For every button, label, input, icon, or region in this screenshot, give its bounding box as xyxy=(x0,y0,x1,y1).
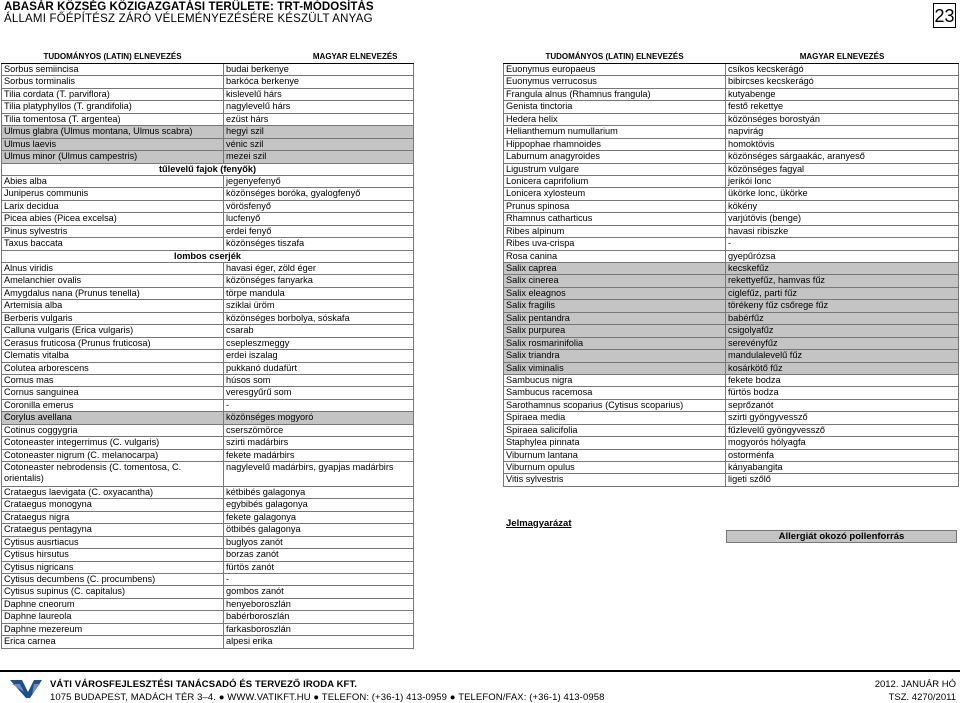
table-row xyxy=(2,138,414,150)
table-row xyxy=(2,586,414,598)
scientific-name-cell: Sorbus semiincisa xyxy=(2,64,224,76)
hungarian-name-cell: csepleszmeggy xyxy=(224,337,414,349)
hungarian-name-cell: pukkanó dudafürt xyxy=(224,362,414,374)
table-row xyxy=(504,188,959,200)
table-row xyxy=(2,536,414,548)
section-row xyxy=(2,250,414,262)
hungarian-name-cell: napvirág xyxy=(726,126,959,138)
hungarian-name-cell: közönséges tiszafa xyxy=(224,238,414,250)
scientific-name-cell: Staphylea pinnata xyxy=(504,437,726,449)
hungarian-name-cell: erdei iszalag xyxy=(224,350,414,362)
scientific-name-cell: Amelanchier ovalis xyxy=(2,275,224,287)
table-row xyxy=(2,225,414,237)
scientific-name-cell: Calluna vulgaris (Erica vulgaris) xyxy=(2,325,224,337)
table-row xyxy=(504,76,959,88)
scientific-name-cell: Picea abies (Picea excelsa) xyxy=(2,213,224,225)
hungarian-name-cell: homoktövis xyxy=(726,138,959,150)
hungarian-name-cell: serevényfűz xyxy=(726,337,959,349)
hungarian-name-cell: csarab xyxy=(224,325,414,337)
hungarian-name-cell: - xyxy=(224,573,414,585)
section-label: lombos cserjék xyxy=(2,250,414,262)
scientific-name-cell: Daphne mezereum xyxy=(2,623,224,635)
hungarian-name-cell: jerikói lonc xyxy=(726,175,959,187)
scientific-name-cell: Ribes alpinum xyxy=(504,225,726,237)
scientific-name-cell: Cotoneaster integerrimus (C. vulgaris) xyxy=(2,437,224,449)
hungarian-name-cell: fürtös bodza xyxy=(726,387,959,399)
table-row xyxy=(504,399,959,411)
scientific-name-cell: Cytisus decumbens (C. procumbens) xyxy=(2,573,224,585)
table-row xyxy=(2,350,414,362)
table-row xyxy=(504,175,959,187)
footer-reference: TSZ. 4270/2011 xyxy=(888,692,956,703)
table-row xyxy=(504,337,959,349)
table-row xyxy=(2,238,414,250)
table-row xyxy=(2,636,414,648)
table-row xyxy=(2,549,414,561)
table-row xyxy=(2,200,414,212)
column-header-hungarian: MAGYAR ELNEVEZÉS xyxy=(224,51,414,64)
hungarian-name-cell: közönséges mogyoró xyxy=(224,412,414,424)
hungarian-name-cell: közönséges sárgaakác, aranyeső xyxy=(726,151,959,163)
scientific-name-cell: Crataegus laevigata (C. oxyacantha) xyxy=(2,486,224,498)
section-row xyxy=(2,163,414,175)
hungarian-name-cell: - xyxy=(224,399,414,411)
legend-title: Jelmagyarázat xyxy=(506,518,572,529)
hungarian-name-cell: rekettyefűz, hamvas fűz xyxy=(726,275,959,287)
hungarian-name-cell: szirti madárbirs xyxy=(224,437,414,449)
hungarian-name-cell: ciglefűz, parti fűz xyxy=(726,287,959,299)
column-header-scientific: TUDOMÁNYOS (LATIN) ELNEVEZÉS xyxy=(2,51,224,64)
scientific-name-cell: Viburnum lantana xyxy=(504,449,726,461)
scientific-name-cell: Cytisus supinus (C. capitalus) xyxy=(2,586,224,598)
table-row xyxy=(504,325,959,337)
hungarian-name-cell: alpesi erika xyxy=(224,636,414,648)
hungarian-name-cell: bibircses kecskerágó xyxy=(726,76,959,88)
table-row xyxy=(504,374,959,386)
hungarian-name-cell: havasi ribiszke xyxy=(726,225,959,237)
table-row xyxy=(2,374,414,386)
table-row xyxy=(2,64,414,76)
hungarian-name-cell: egybibés galagonya xyxy=(224,499,414,511)
scientific-name-cell: Laburnum anagyroides xyxy=(504,151,726,163)
hungarian-name-cell: gombos zanót xyxy=(224,586,414,598)
scientific-name-cell: Larix decidua xyxy=(2,200,224,212)
scientific-name-cell: Salix rosmarinifolia xyxy=(504,337,726,349)
scientific-name-cell: Corylus avellana xyxy=(2,412,224,424)
table-row xyxy=(2,623,414,635)
scientific-name-cell: Euonymus verrucosus xyxy=(504,76,726,88)
scientific-name-cell: Pinus sylvestris xyxy=(2,225,224,237)
hungarian-name-cell: erdei fenyő xyxy=(224,225,414,237)
scientific-name-cell: Tilia platyphyllos (T. grandifolia) xyxy=(2,101,224,113)
scientific-name-cell: Salix purpurea xyxy=(504,325,726,337)
page-number: 23 xyxy=(933,3,956,28)
scientific-name-cell: Cotoneaster nebrodensis (C. tomentosa, C. orientalis) xyxy=(2,462,224,487)
scientific-name-cell: Cytisus hirsutus xyxy=(2,549,224,561)
hungarian-name-cell: törpe mandula xyxy=(224,287,414,299)
table-row xyxy=(2,362,414,374)
table-row xyxy=(2,300,414,312)
section-label: tűlevelű fajok (fenyők) xyxy=(2,163,414,175)
hungarian-name-cell: babérboroszlán xyxy=(224,611,414,623)
table-row xyxy=(2,101,414,113)
hungarian-name-cell: babérfűz xyxy=(726,312,959,324)
scientific-name-cell: Hedera helix xyxy=(504,113,726,125)
scientific-name-cell: Sambucus racemosa xyxy=(504,387,726,399)
table-row xyxy=(504,287,959,299)
scientific-name-cell: Salix cinerea xyxy=(504,275,726,287)
scientific-name-cell: Sambucus nigra xyxy=(504,374,726,386)
hungarian-name-cell: közönséges fanyarka xyxy=(224,275,414,287)
scientific-name-cell: Vitis sylvestris xyxy=(504,474,726,486)
hungarian-name-cell: festő rekettye xyxy=(726,101,959,113)
scientific-name-cell: Rhamnus catharticus xyxy=(504,213,726,225)
hungarian-name-cell: vörösfenyő xyxy=(224,200,414,212)
table-row xyxy=(504,437,959,449)
hungarian-name-cell: kecskefűz xyxy=(726,263,959,275)
table-row xyxy=(2,287,414,299)
hungarian-name-cell: budai berkenye xyxy=(224,64,414,76)
hungarian-name-cell: havasi éger, zöld éger xyxy=(224,263,414,275)
table-row xyxy=(504,225,959,237)
hungarian-name-cell: - xyxy=(726,238,959,250)
table-row xyxy=(2,337,414,349)
scientific-name-cell: Taxus baccata xyxy=(2,238,224,250)
table-row xyxy=(504,362,959,374)
footer-company: VÁTI VÁROSFEJLESZTÉSI TANÁCSADÓ ÉS TERVEZŐ IRODA KFT. xyxy=(50,679,358,690)
hungarian-name-cell: nagylevelű hárs xyxy=(224,101,414,113)
hungarian-name-cell: ezüst hárs xyxy=(224,113,414,125)
hungarian-name-cell: borzas zanót xyxy=(224,549,414,561)
table-row xyxy=(504,238,959,250)
table-row xyxy=(2,275,414,287)
hungarian-name-cell: szirti gyöngyvessző xyxy=(726,412,959,424)
scientific-name-cell: Lonicera xylosteum xyxy=(504,188,726,200)
table-row xyxy=(504,126,959,138)
table-row xyxy=(504,138,959,150)
table-row xyxy=(2,126,414,138)
column-header-hungarian: MAGYAR ELNEVEZÉS xyxy=(726,51,959,64)
table-row xyxy=(2,312,414,324)
table-row xyxy=(504,275,959,287)
plant-table-right xyxy=(503,51,959,487)
column-header-scientific: TUDOMÁNYOS (LATIN) ELNEVEZÉS xyxy=(504,51,726,64)
hungarian-name-cell: veresgyűrű som xyxy=(224,387,414,399)
table-row xyxy=(504,101,959,113)
scientific-name-cell: Juniperus communis xyxy=(2,188,224,200)
table-row xyxy=(2,524,414,536)
table-row xyxy=(504,462,959,474)
table-row xyxy=(504,64,959,76)
scientific-name-cell: Artemisia alba xyxy=(2,300,224,312)
hungarian-name-cell: ükörke lonc, ükörke xyxy=(726,188,959,200)
table-row xyxy=(2,499,414,511)
scientific-name-cell: Crataegus nigra xyxy=(2,511,224,523)
hungarian-name-cell: ligeti szőlő xyxy=(726,474,959,486)
scientific-name-cell: Daphne laureola xyxy=(2,611,224,623)
hungarian-name-cell: közönséges fagyal xyxy=(726,163,959,175)
table-row xyxy=(504,412,959,424)
table-row xyxy=(504,88,959,100)
hungarian-name-cell: gyepűrózsa xyxy=(726,250,959,262)
hungarian-name-cell: jegenyefenyő xyxy=(224,175,414,187)
scientific-name-cell: Salix eleagnos xyxy=(504,287,726,299)
table-row xyxy=(504,213,959,225)
scientific-name-cell: Hippophae rhamnoides xyxy=(504,138,726,150)
table-row xyxy=(504,424,959,436)
table-row xyxy=(2,213,414,225)
scientific-name-cell: Clematis vitalba xyxy=(2,350,224,362)
scientific-name-cell: Erica carnea xyxy=(2,636,224,648)
scientific-name-cell: Colutea arborescens xyxy=(2,362,224,374)
table-row xyxy=(504,474,959,486)
hungarian-name-cell: kosárkötő fűz xyxy=(726,362,959,374)
hungarian-name-cell: kutyabenge xyxy=(726,88,959,100)
scientific-name-cell: Alnus viridis xyxy=(2,263,224,275)
scientific-name-cell: Ulmus laevis xyxy=(2,138,224,150)
vati-logo-icon xyxy=(8,676,44,700)
scientific-name-cell: Cornus sanguinea xyxy=(2,387,224,399)
hungarian-name-cell: ötbibés galagonya xyxy=(224,524,414,536)
hungarian-name-cell: kétbibés galagonya xyxy=(224,486,414,498)
table-row xyxy=(2,462,414,487)
scientific-name-cell: Ulmus minor (Ulmus campestris) xyxy=(2,151,224,163)
table-row xyxy=(2,325,414,337)
hungarian-name-cell: mogyorós hólyagfa xyxy=(726,437,959,449)
hungarian-name-cell: farkasboroszlán xyxy=(224,623,414,635)
scientific-name-cell: Amygdalus nana (Prunus tenella) xyxy=(2,287,224,299)
scientific-name-cell: Abies alba xyxy=(2,175,224,187)
scientific-name-cell: Crataegus pentagyna xyxy=(2,524,224,536)
scientific-name-cell: Salix triandra xyxy=(504,350,726,362)
hungarian-name-cell: fekete madárbirs xyxy=(224,449,414,461)
table-row xyxy=(2,113,414,125)
hungarian-name-cell: kökény xyxy=(726,200,959,212)
hungarian-name-cell: vénic szil xyxy=(224,138,414,150)
scientific-name-cell: Frangula alnus (Rhamnus frangula) xyxy=(504,88,726,100)
table-row xyxy=(504,163,959,175)
table-row xyxy=(2,76,414,88)
hungarian-name-cell: mandulalevelű fűz xyxy=(726,350,959,362)
table-row xyxy=(2,437,414,449)
hungarian-name-cell: húsos som xyxy=(224,374,414,386)
scientific-name-cell: Prunus spinosa xyxy=(504,200,726,212)
hungarian-name-cell: buglyos zanót xyxy=(224,536,414,548)
table-row xyxy=(504,200,959,212)
table-row xyxy=(2,598,414,610)
table-row xyxy=(504,113,959,125)
scientific-name-cell: Viburnum opulus xyxy=(504,462,726,474)
hungarian-name-cell: lucfenyő xyxy=(224,213,414,225)
scientific-name-cell: Cytisus nigricans xyxy=(2,561,224,573)
hungarian-name-cell: közönséges boróka, gyalogfenyő xyxy=(224,188,414,200)
document-subtitle: ÁLLAMI FŐÉPÍTÉSZ ZÁRÓ VÉLEMÉNYEZÉSÉRE KÉSZÜLT ANYAG xyxy=(4,13,373,25)
table-row xyxy=(2,151,414,163)
hungarian-name-cell: fekete galagonya xyxy=(224,511,414,523)
scientific-name-cell: Ligustrum vulgare xyxy=(504,163,726,175)
table-row xyxy=(2,263,414,275)
table-row xyxy=(2,424,414,436)
table-row xyxy=(2,611,414,623)
scientific-name-cell: Daphne cneorum xyxy=(2,598,224,610)
table-row xyxy=(2,412,414,424)
hungarian-name-cell: fűzlevelű gyöngyvessző xyxy=(726,424,959,436)
hungarian-name-cell: kislevelű hárs xyxy=(224,88,414,100)
scientific-name-cell: Cotinus coggygria xyxy=(2,424,224,436)
scientific-name-cell: Tilia cordata (T. parviflora) xyxy=(2,88,224,100)
scientific-name-cell: Cotoneaster nigrum (C. melanocarpa) xyxy=(2,449,224,461)
scientific-name-cell: Salix viminalis xyxy=(504,362,726,374)
scientific-name-cell: Ribes uva-crispa xyxy=(504,238,726,250)
table-row xyxy=(2,561,414,573)
scientific-name-cell: Sarothamnus scoparius (Cytisus scoparius) xyxy=(504,399,726,411)
scientific-name-cell: Tilia tomentosa (T. argentea) xyxy=(2,113,224,125)
table-row xyxy=(2,449,414,461)
hungarian-name-cell: nagylevelű madárbirs, gyapjas madárbirs xyxy=(224,462,414,487)
footer-address: 1075 BUDAPEST, MADÁCH TÉR 3–4. ● WWW.VATIKFT.HU ● TELEFON: (+36-1) 413-0959 ● TELEFON/FAX: (+36-1) 413-0958 xyxy=(50,692,605,703)
hungarian-name-cell: ostorménfa xyxy=(726,449,959,461)
scientific-name-cell: Salix pentandra xyxy=(504,312,726,324)
legend-allergen-swatch: Allergiát okozó pollenforrás xyxy=(726,530,957,543)
hungarian-name-cell: közönséges borbolya, sóskafa xyxy=(224,312,414,324)
scientific-name-cell: Helianthemum numullarium xyxy=(504,126,726,138)
hungarian-name-cell: henyeboroszlán xyxy=(224,598,414,610)
hungarian-name-cell: barkóca berkenye xyxy=(224,76,414,88)
table-row xyxy=(504,250,959,262)
scientific-name-cell: Ulmus glabra (Ulmus montana, Ulmus scabra) xyxy=(2,126,224,138)
table-row xyxy=(2,88,414,100)
table-row xyxy=(2,175,414,187)
hungarian-name-cell: fürtös zanót xyxy=(224,561,414,573)
table-row xyxy=(504,312,959,324)
hungarian-name-cell: cserszömörce xyxy=(224,424,414,436)
table-row xyxy=(2,188,414,200)
hungarian-name-cell: varjútövis (benge) xyxy=(726,213,959,225)
plant-table-left xyxy=(1,51,414,649)
footer-divider xyxy=(0,670,960,672)
table-row xyxy=(2,573,414,585)
table-row xyxy=(504,387,959,399)
hungarian-name-cell: seprőzanót xyxy=(726,399,959,411)
scientific-name-cell: Cytisus ausrtiacus xyxy=(2,536,224,548)
table-row xyxy=(2,511,414,523)
scientific-name-cell: Rosa canina xyxy=(504,250,726,262)
hungarian-name-cell: hegyi szil xyxy=(224,126,414,138)
table-row xyxy=(2,486,414,498)
table-row xyxy=(504,151,959,163)
hungarian-name-cell: fekete bodza xyxy=(726,374,959,386)
table-row xyxy=(504,263,959,275)
scientific-name-cell: Spiraea salicifolia xyxy=(504,424,726,436)
scientific-name-cell: Coronilla emerus xyxy=(2,399,224,411)
scientific-name-cell: Cornus mas xyxy=(2,374,224,386)
hungarian-name-cell: közönséges borostyán xyxy=(726,113,959,125)
scientific-name-cell: Crataegus monogyna xyxy=(2,499,224,511)
hungarian-name-cell: sziklai üröm xyxy=(224,300,414,312)
scientific-name-cell: Cerasus fruticosa (Prunus fruticosa) xyxy=(2,337,224,349)
footer-date: 2012. JANUÁR HÓ xyxy=(874,679,956,690)
scientific-name-cell: Sorbus torminalis xyxy=(2,76,224,88)
table-row xyxy=(504,300,959,312)
scientific-name-cell: Lonicera caprifolium xyxy=(504,175,726,187)
table-row xyxy=(504,350,959,362)
table-row xyxy=(504,449,959,461)
scientific-name-cell: Spiraea media xyxy=(504,412,726,424)
document-title: ABASÁR KÖZSÉG KÖZIGAZGATÁSI TERÜLETE: TRT-MÓDOSÍTÁS xyxy=(4,1,374,13)
table-row xyxy=(2,399,414,411)
hungarian-name-cell: mezei szil xyxy=(224,151,414,163)
table-row xyxy=(2,387,414,399)
hungarian-name-cell: kányabangita xyxy=(726,462,959,474)
scientific-name-cell: Euonymus europaeus xyxy=(504,64,726,76)
hungarian-name-cell: csíkos kecskerágó xyxy=(726,64,959,76)
hungarian-name-cell: csigolyafűz xyxy=(726,325,959,337)
scientific-name-cell: Salix caprea xyxy=(504,263,726,275)
hungarian-name-cell: törékeny fűz csőrege fűz xyxy=(726,300,959,312)
scientific-name-cell: Salix fragilis xyxy=(504,300,726,312)
scientific-name-cell: Genista tinctoria xyxy=(504,101,726,113)
scientific-name-cell: Berberis vulgaris xyxy=(2,312,224,324)
